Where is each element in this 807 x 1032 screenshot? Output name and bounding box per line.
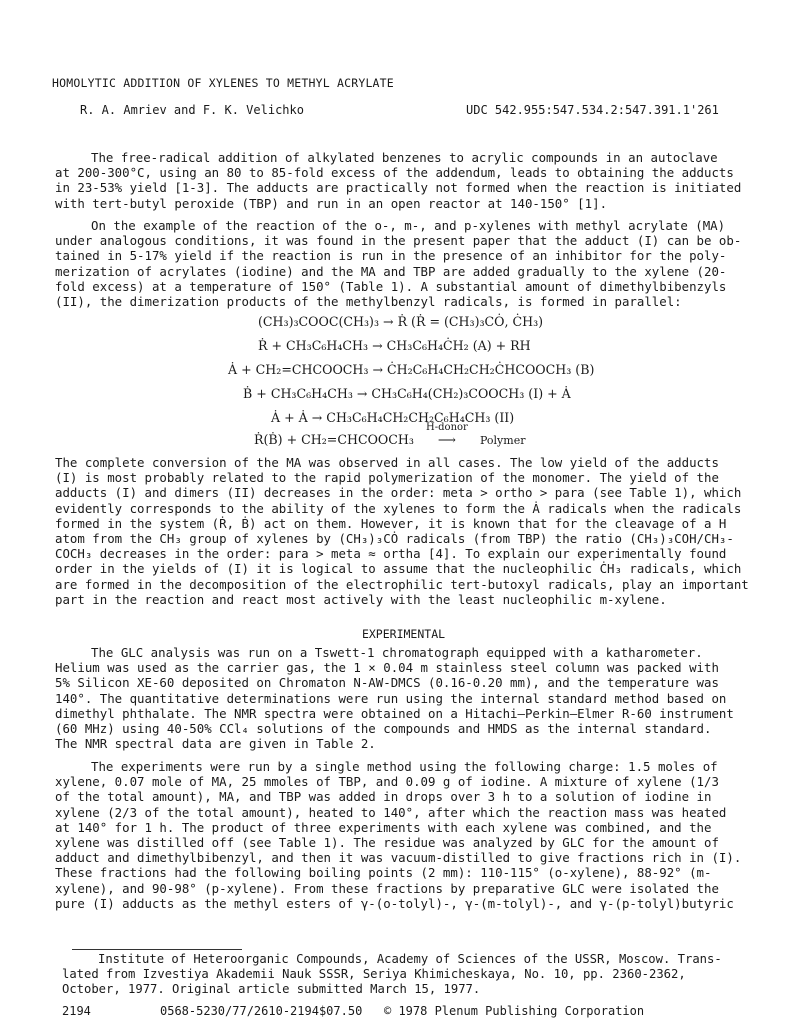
- experimental-paragraph-2: [55, 759, 745, 911]
- text-line: adduct and dimethylbibenzyl, and then it was vacuum-distilled to give fractions rich in (I).: [55, 850, 742, 866]
- text-line: On the example of the reaction of the o-, m-, and p-xylenes with methyl acrylate (MA): [91, 218, 726, 233]
- text-line: These fractions had the following boiling points (2 mm): 110-115° (o-xylene), 88-92° (m-: [55, 865, 712, 881]
- text-line: (I) is most probably related to the rapid polymerization of the monomer. The yield of the: [55, 470, 719, 486]
- text-line: 5% Silicon XE-60 deposited on Chromaton N-AW-DMCS (0.16-0.20 mm), and the temperature was: [55, 675, 719, 691]
- text-line: The complete conversion of the MA was observed in all cases. The low yield of the adducts: [55, 455, 719, 470]
- text-line: The free-radical addition of alkylated benzenes to acrylic compounds in an autoclave: [91, 150, 718, 165]
- text-line: adducts (I) and dimers (II) decreases in the order: meta > ortho > para (see Table 1), which: [55, 485, 742, 501]
- equation-6-left: Ṙ(Ḃ) + CH₂=CHCOOCH₃: [254, 432, 414, 447]
- text-line: part in the reaction and react most actively with the least nucleophilic m-xylene.: [55, 591, 667, 607]
- text-line: under analogous conditions, it was found in the present paper that the adduct (I) can be ob-: [55, 233, 742, 249]
- footnote: [62, 952, 752, 997]
- equation-3: Ȧ + CH₂=CHCOOCH₃ → ĊH₂C₆H₄CH₂CH₂ĊHCOOCH₃ (B): [228, 362, 595, 377]
- text-line: The experiments were run by a single method using the following charge: 1.5 moles of: [91, 759, 718, 774]
- article-title: HOMOLYTIC ADDITION OF XYLENES TO METHYL ACRYLATE: [52, 76, 394, 90]
- text-line: 140°. The quantitative determinations were run using the internal standard method based on: [55, 690, 727, 706]
- text-line: of the total amount), MA, and TBP was added in drops over 3 h to a solution of iodine in: [55, 789, 712, 805]
- reaction-arrow: [418, 422, 476, 447]
- intro-paragraph: [55, 150, 745, 211]
- text-line: Helium was used as the carrier gas, the 1 × 0.04 m stainless steel column was packed with: [55, 660, 719, 676]
- text-line: in 23-53% yield [1-3]. The adducts are practically not formed when the reaction is initiated: [55, 180, 742, 196]
- footnote-divider: [72, 949, 242, 950]
- text-line: are formed in the decomposition of the electrophilic tert-butoxyl radicals, play an important: [55, 576, 749, 592]
- discussion-paragraph: [55, 455, 749, 607]
- text-line: (II), the dimerization products of the methylbenzyl radicals, is formed in parallel:: [55, 294, 682, 310]
- text-line: Institute of Heteroorganic Compounds, Academy of Sciences of the USSR, Moscow. Trans-: [98, 952, 722, 966]
- text-line: fold excess) at a temperature of 150° (Table 1). A substantial amount of dimethylbibenzyls: [55, 278, 727, 294]
- text-line: (60 MHz) using 40-50% CCl₄ solutions of the compounds and HMDS as the internal standard.: [55, 721, 712, 737]
- text-line: The GLC analysis was run on a Tswett-1 chromatograph equipped with a katharometer.: [91, 645, 703, 660]
- text-line: pure (I) adducts as the methyl esters of γ-(o-tolyl)-, γ-(m-tolyl)-, and γ-(p-tolyl)butyric: [55, 895, 734, 911]
- udc-code: UDC 542.955:547.534.2:547.391.1'261: [466, 103, 719, 117]
- text-line: lated from Izvestiya Akademii Nauk SSSR, Seriya Khimicheskaya, No. 10, pp. 2360-2362,: [62, 967, 686, 981]
- equation-4: Ḃ + CH₃C₆H₄CH₃ → CH₃C₆H₄(CH₂)₃COOCH₃ (I) + Ȧ: [243, 386, 571, 401]
- text-line: xylene was distilled off (see Table 1). The residue was analyzed by GLC for the amount of: [55, 835, 719, 851]
- text-line: tained in 5-17% yield if the reaction is run in the presence of an inhibitor for the poly-: [55, 248, 727, 264]
- equation-6-right: Polymer: [479, 434, 526, 447]
- equation-2: Ṙ + CH₃C₆H₄CH₃ → CH₃C₆H₄ĊH₂ (A) + RH: [258, 338, 531, 353]
- text-line: order in the yields of (I) it is logical to assume that the nucleophilic ĊH₃ radicals, which: [55, 561, 742, 577]
- publication-code: 0568-5230/77/2610-2194$07.50: [160, 1004, 363, 1018]
- text-line: formed in the system (Ṙ, Ḃ) act on them. However, it is known that for the cleavage of a H: [55, 515, 727, 531]
- text-line: at 200-300°C, using an 80 to 85-fold excess of the addendum, leads to obtaining the adducts: [55, 165, 734, 181]
- text-line: xylene), and 90-98° (p-xylene). From these fractions by preparative GLC were isolated the: [55, 880, 719, 896]
- text-line: xylene, 0.07 mole of MA, 25 mmoles of TBP, and 0.09 g of iodine. A mixture of xylene (1/3: [55, 774, 719, 790]
- equation-5: Ȧ + Ȧ → CH₃C₆H₄CH₂CH₂C₆H₄CH₃ (II): [271, 410, 515, 425]
- experimental-paragraph-1: [55, 645, 745, 751]
- arrow-icon: ⟶: [437, 432, 456, 447]
- text-line: dimethyl phthalate. The NMR spectra were obtained on a Hitachi–Perkin–Elmer R-60 instrument: [55, 705, 734, 721]
- text-line: with tert-butyl peroxide (TBP) and run in an open reactor at 140-150° [1].: [55, 195, 608, 211]
- authors: R. A. Amriev and F. K. Velichko: [80, 103, 304, 117]
- text-line: evidently corresponds to the ability of the xylenes to form the Ȧ radicals when the radicals: [55, 500, 742, 516]
- text-line: merization of acrylates (iodine) and the MA and TBP are added gradually to the xylene (20-: [55, 263, 727, 279]
- equation-1: (CH₃)₃COOC(CH₃)₃ → Ṙ (Ṙ = (CH₃)₃CȮ, ĊH₃): [258, 314, 544, 329]
- text-line: The NMR spectral data are given in Table 2.: [55, 736, 376, 752]
- arrow-label: H-donor: [426, 422, 468, 433]
- text-line: atom from the CH₃ group of xylenes by (CH₃)₃CȮ radicals (from TBP) the ratio (CH₃)₃COH/CH₃-: [55, 531, 734, 547]
- page-number: 2194: [62, 1004, 91, 1018]
- text-line: xylene (2/3 of the total amount), heated to 140°, after which the reaction mass was heated: [55, 804, 727, 820]
- equation-6: [254, 422, 526, 447]
- copyright: © 1978 Plenum Publishing Corporation: [384, 1004, 645, 1018]
- text-line: COCH₃ decreases in the order: para > meta ≈ ortha [4]. To explain our experimentally found: [55, 546, 727, 562]
- text-line: at 140° for 1 h. The product of three experiments with each xylene was combined, and the: [55, 819, 712, 835]
- text-line: October, 1977. Original article submitted March 15, 1977.: [62, 982, 481, 996]
- section-heading: EXPERIMENTAL: [361, 627, 446, 641]
- results-paragraph: [55, 218, 745, 309]
